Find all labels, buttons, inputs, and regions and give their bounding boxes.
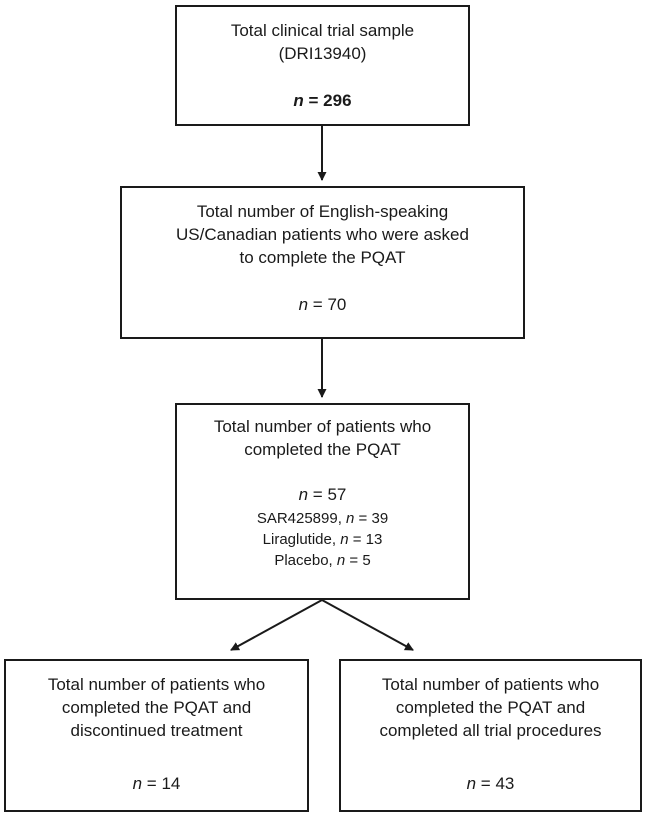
node-line: US/Canadian patients who were asked [176,225,469,244]
node-line: Total number of patients who [47,675,266,694]
n-count [177,89,468,112]
node-text [177,7,468,65]
arm-sar425899: SAR425899, n = 39 [256,510,389,527]
node-line: (DRI13940) [278,44,367,63]
node-text [177,405,468,461]
n-value: = 43 [476,774,515,793]
node-total-sample [175,5,470,126]
node-line: completed the PQAT and [61,698,252,717]
n-value: = 39 [354,510,389,527]
node-completed-all [339,659,642,812]
n-symbol: n [340,531,349,548]
node-line: completed the PQAT [244,440,401,459]
node-line: completed all trial procedures [379,721,602,740]
arrow-completed-to-completed-all [322,600,413,650]
node-line: Total number of patients who [213,417,432,436]
node-text [6,661,307,742]
node-line: discontinued treatment [70,721,243,740]
node-line: Total number of English-speaking [196,202,449,221]
n-value: = 296 [303,91,352,110]
n-symbol: n [336,552,346,569]
treatment-arm-breakdown [177,508,468,571]
arm-liraglutide: Liraglutide, n = 13 [262,531,383,548]
n-value: = 5 [345,552,371,569]
node-line: to complete the PQAT [239,248,406,267]
node-completed-pqat [175,403,470,600]
arrow-completed-to-discontinued [231,600,322,650]
n-count [341,772,640,795]
n-symbol: n [298,485,309,504]
n-count [6,772,307,795]
n-value: = 70 [308,295,347,314]
node-text [122,188,523,269]
n-symbol: n [466,774,477,793]
n-count [122,293,523,316]
arm-placebo: Placebo, n = 5 [274,552,371,569]
n-value: = 14 [142,774,181,793]
n-symbol: n [132,774,143,793]
n-symbol: n [293,91,304,110]
node-asked-pqat [120,186,525,339]
node-line: completed the PQAT and [395,698,586,717]
n-value: = 13 [348,531,383,548]
node-line: Total clinical trial sample [230,21,415,40]
n-symbol: n [298,295,309,314]
n-count [177,483,468,506]
n-value: = 57 [308,485,347,504]
node-line: Total number of patients who [381,675,600,694]
n-symbol: n [346,510,355,527]
node-discontinued [4,659,309,812]
node-text [341,661,640,742]
